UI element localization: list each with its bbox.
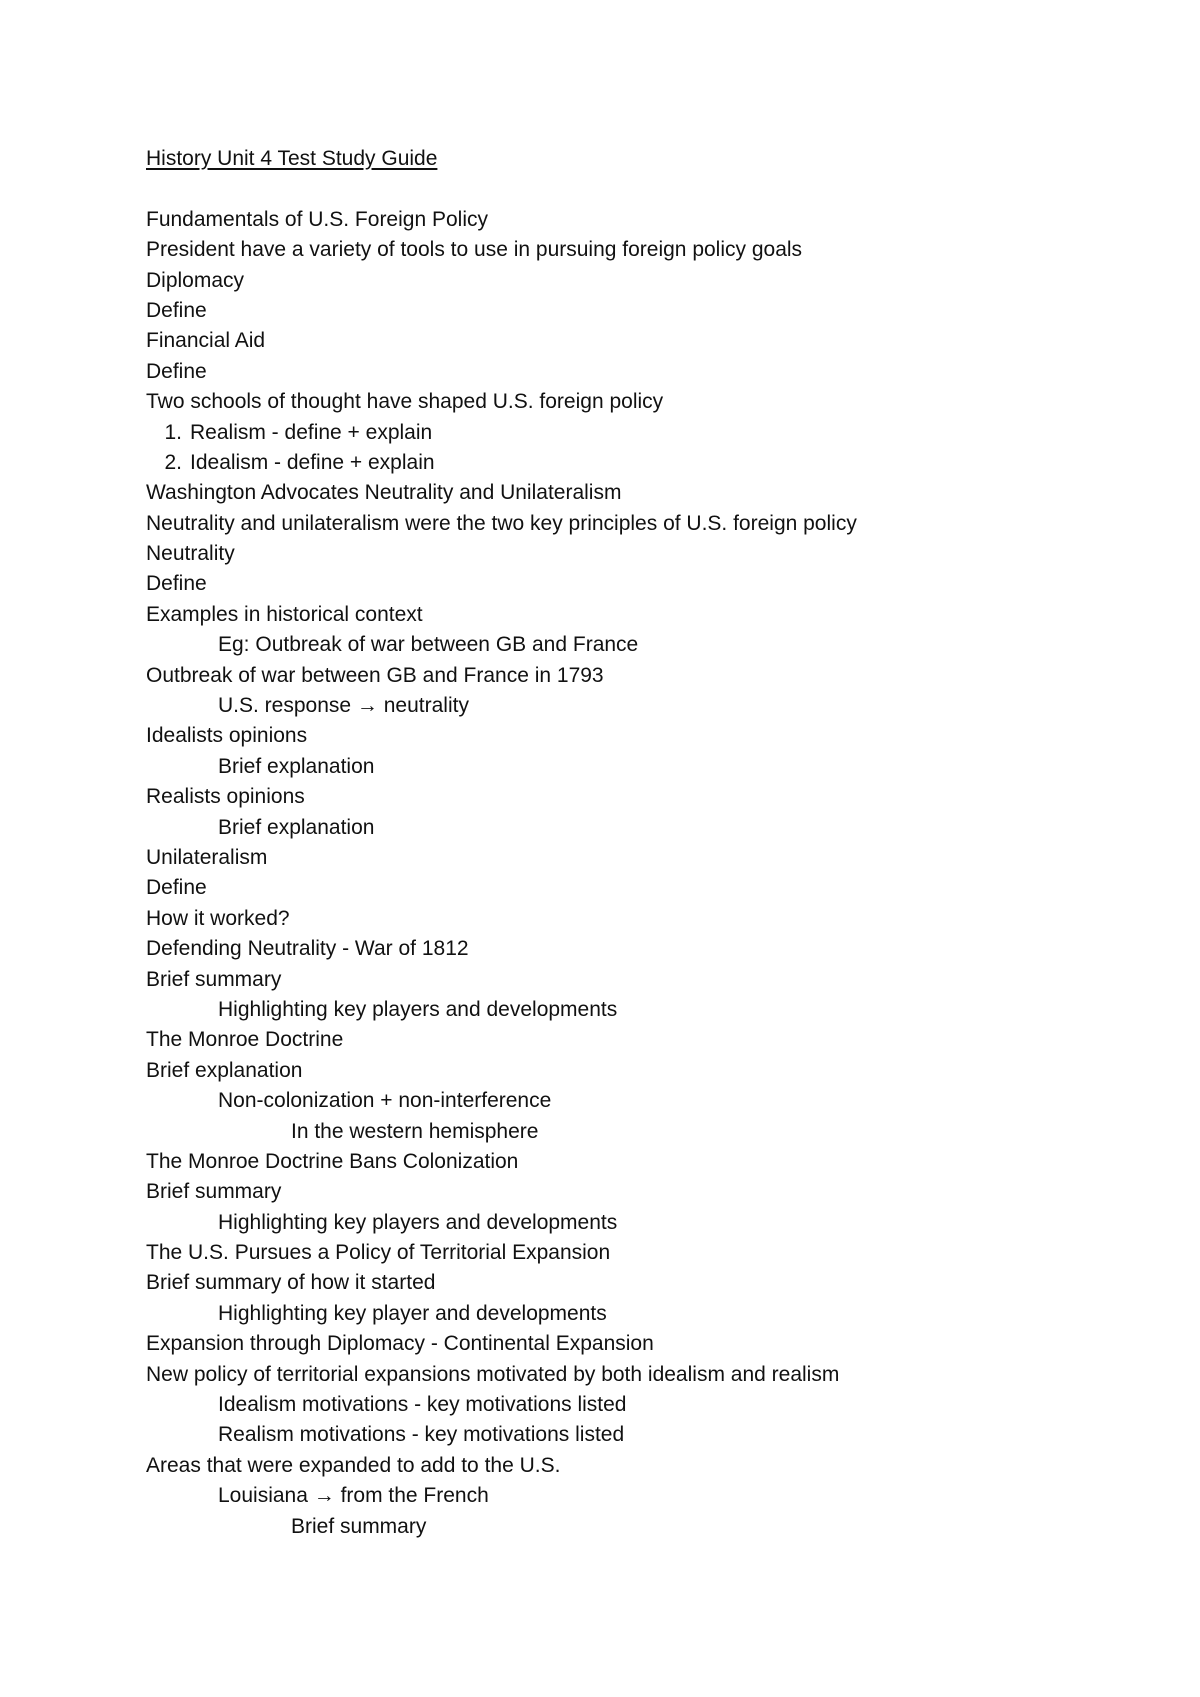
line-text: Highlighting key players and developments: [218, 997, 618, 1021]
line-text: The U.S. Pursues a Policy of Territorial Expansion: [146, 1241, 611, 1265]
outline-line: [146, 1390, 1146, 1420]
outline-line: [146, 478, 1146, 508]
list-number: 1.: [164, 420, 182, 444]
outline-line: [146, 661, 1146, 691]
outline-line: [146, 934, 1146, 964]
outline-line: [146, 1025, 1146, 1055]
line-text: Financial Aid: [146, 329, 266, 353]
line-text: Louisiana → from the French: [218, 1484, 489, 1508]
line-text: Highlighting key player and developments: [218, 1301, 607, 1325]
line-text: Unilateralism: [146, 845, 268, 869]
line-text: Define: [146, 359, 207, 383]
line-text: Examples in historical context: [146, 602, 423, 626]
line-text: President have a variety of tools to use in pursuing foreign policy goals: [146, 238, 803, 262]
line-text: Brief summary: [146, 1180, 282, 1204]
study-guide-document: [146, 144, 1146, 1542]
line-text: U.S. response → neutrality: [218, 694, 469, 718]
outline-line: [146, 1177, 1146, 1207]
line-text: Areas that were expanded to add to the U.S.: [146, 1453, 561, 1477]
line-text: Define: [146, 572, 207, 596]
outline-line: [146, 843, 1146, 873]
outline-line: [146, 691, 1146, 721]
line-text: The Monroe Doctrine: [146, 1028, 344, 1052]
list-number: 2.: [164, 450, 182, 474]
outline-line: [146, 600, 1146, 630]
outline-line: [146, 995, 1146, 1025]
line-text: Defending Neutrality - War of 1812: [146, 937, 469, 961]
outline-line: [146, 387, 1146, 417]
line-text: Brief explanation: [218, 815, 375, 839]
line-text: Brief summary: [291, 1514, 427, 1538]
line-text: Brief summary: [146, 967, 282, 991]
outline-line: [146, 1420, 1146, 1450]
numbered-list-item: [146, 448, 1146, 478]
outline-line: [146, 326, 1146, 356]
outline-line: [146, 1481, 1146, 1511]
line-text: Idealism - define + explain: [190, 450, 435, 474]
line-text: Neutrality: [146, 542, 235, 566]
line-text: Washington Advocates Neutrality and Unilateralism: [146, 481, 622, 505]
outline-line: [146, 752, 1146, 782]
outline-line: [146, 1268, 1146, 1298]
outline-line: [146, 1238, 1146, 1268]
line-text: Diplomacy: [146, 268, 245, 292]
outline-line: [146, 873, 1146, 903]
line-text: Brief summary of how it started: [146, 1271, 436, 1295]
outline-line: [146, 1360, 1146, 1390]
line-text: Fundamentals of U.S. Foreign Policy: [146, 207, 488, 231]
line-text: Brief explanation: [218, 754, 375, 778]
outline-line: [146, 965, 1146, 995]
outline-line: [146, 205, 1146, 235]
line-text: Define: [146, 876, 207, 900]
outline-line: [146, 1329, 1146, 1359]
line-text: Idealists opinions: [146, 724, 308, 748]
line-text: Realism motivations - key motivations listed: [218, 1423, 625, 1447]
line-text: Eg: Outbreak of war between GB and France: [218, 633, 639, 657]
line-text: Brief explanation: [146, 1058, 303, 1082]
line-text: New policy of territorial expansions motivated by both idealism and realism: [146, 1362, 840, 1386]
outline-line: [146, 721, 1146, 751]
line-text: Outbreak of war between GB and France in 1793: [146, 663, 604, 687]
outline-line: [146, 235, 1146, 265]
line-text: Non-colonization + non-interference: [218, 1089, 552, 1113]
line-text: Neutrality and unilateralism were the two key principles of U.S. foreign policy: [146, 511, 857, 535]
outline-line: [146, 904, 1146, 934]
outline-line: [146, 813, 1146, 843]
outline-line: [146, 630, 1146, 660]
outline-line: [146, 357, 1146, 387]
outline-line: [146, 539, 1146, 569]
outline-line: [146, 1117, 1146, 1147]
outline-line: [146, 1056, 1146, 1086]
outline-line: [146, 1208, 1146, 1238]
line-text: Realists opinions: [146, 785, 305, 809]
line-text: Realism - define + explain: [190, 420, 433, 444]
outline-line: [146, 509, 1146, 539]
outline-line: [146, 569, 1146, 599]
line-text: Two schools of thought have shaped U.S. foreign policy: [146, 390, 664, 414]
outline-line: [146, 1451, 1146, 1481]
outline-list: [146, 205, 1146, 1542]
outline-line: [146, 296, 1146, 326]
line-text: The Monroe Doctrine Bans Colonization: [146, 1149, 519, 1173]
outline-line: [146, 1086, 1146, 1116]
document-title: History Unit 4 Test Study Guide: [146, 147, 438, 170]
outline-line: [146, 1147, 1146, 1177]
line-text: In the western hemisphere: [291, 1119, 539, 1143]
line-text: Expansion through Diplomacy - Continental Expansion: [146, 1332, 654, 1356]
outline-line: [146, 1299, 1146, 1329]
line-text: Highlighting key players and developments: [218, 1210, 618, 1234]
outline-line: [146, 1512, 1146, 1542]
line-text: Idealism motivations - key motivations listed: [218, 1393, 627, 1417]
line-text: Define: [146, 298, 207, 322]
outline-line: [146, 266, 1146, 296]
line-text: How it worked?: [146, 906, 290, 930]
outline-line: [146, 782, 1146, 812]
numbered-list-item: [146, 418, 1146, 448]
